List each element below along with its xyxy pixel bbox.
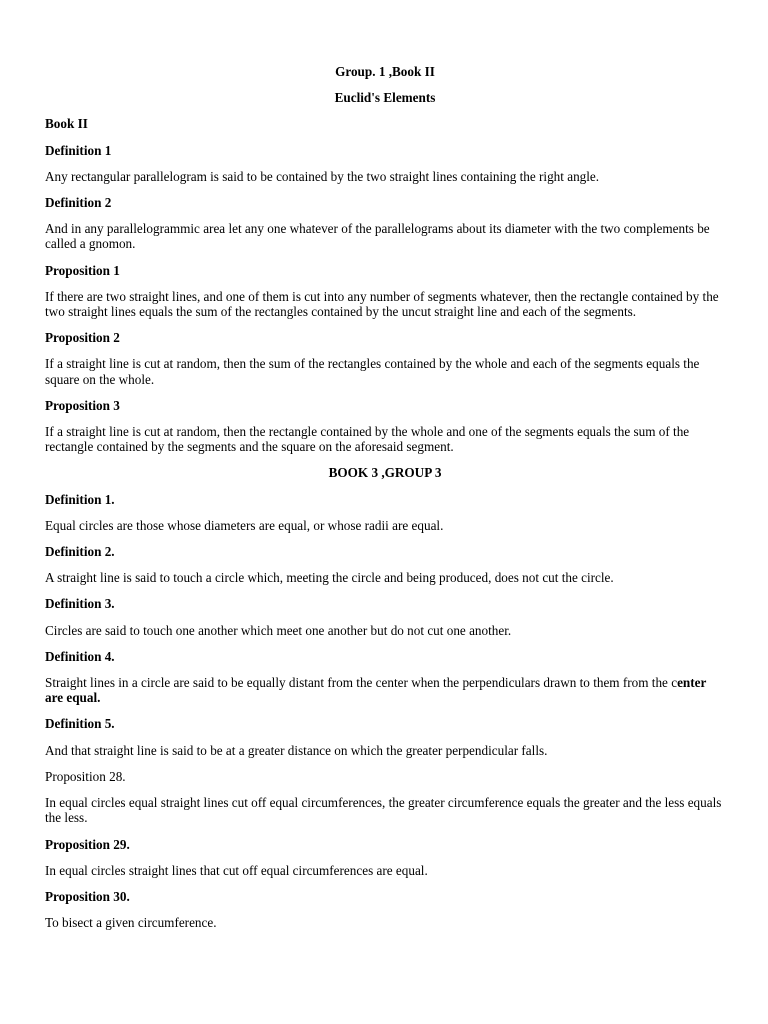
proposition-28-heading: Proposition 28.	[45, 768, 126, 784]
proposition-29-heading: Proposition 29.	[45, 836, 130, 852]
proposition-29-text: In equal circles straight lines that cut off equal circumferences are equal.	[45, 862, 428, 878]
definition-2-heading: Definition 2	[45, 195, 112, 211]
book-3-definition-4-heading: Definition 4.	[45, 648, 115, 664]
proposition-2-heading: Proposition 2	[45, 330, 120, 346]
book-3-group-3-title: BOOK 3 ,GROUP 3	[328, 465, 442, 481]
title-line-2: Euclid's Elements	[334, 90, 436, 106]
book-3-definition-2-text: A straight line is said to touch a circle which, meeting the circle and being produced, does not cut the circle.	[45, 570, 614, 586]
proposition-2-text: If a straight line is cut at random, then the sum of the rectangles contained by the whole and each of the segments equals the square on the whole.	[45, 356, 700, 387]
book-3-definition-1-text: Equal circles are those whose diameters are equal, or whose radii are equal.	[45, 517, 444, 533]
proposition-30-text: To bisect a given circumference.	[45, 915, 217, 931]
book-3-definition-3-heading: Definition 3.	[45, 596, 115, 612]
proposition-1-heading: Proposition 1	[45, 262, 120, 278]
book-ii-heading: Book II	[45, 116, 88, 132]
proposition-3-text: If a straight line is cut at random, then the rectangle contained by the whole and one of the segments equals the sum of the rectangle contained by the segments and the square on the aforesaid segment.	[45, 424, 690, 455]
proposition-3-heading: Proposition 3	[45, 397, 120, 413]
proposition-30-heading: Proposition 30.	[45, 888, 130, 904]
book-3-definition-4-text-bold-end: enter are equal.	[45, 675, 707, 706]
book-3-definition-1-heading: Definition 1.	[45, 491, 115, 507]
book-3-definition-4-text-start: Straight lines in a circle are said to be equally distant from the center when the perpendiculars drawn to them from the c	[45, 675, 678, 691]
proposition-28-text: In equal circles equal straight lines cut off equal circumferences, the greater circumference equals the greater and the less equals the less.	[45, 795, 722, 826]
definition-2-text: And in any parallelogrammic area let any one whatever of the parallelograms about its diameter with the two complements be called a gnomon.	[45, 221, 710, 252]
book-3-definition-5-text: And that straight line is said to be at a greater distance on which the greater perpendicular falls.	[45, 742, 548, 758]
book-3-definition-4-text	[45, 675, 725, 705]
definition-1-heading: Definition 1	[45, 142, 112, 158]
book-3-definition-3-text: Circles are said to touch one another which meet one another but do not cut one another.	[45, 622, 512, 638]
document-page	[45, 64, 725, 941]
definition-1-text: Any rectangular parallelogram is said to be contained by the two straight lines containing the right angle.	[45, 168, 600, 184]
book-3-definition-5-heading: Definition 5.	[45, 716, 115, 732]
title-line-1: Group. 1 ,Book II	[335, 64, 435, 79]
proposition-1-text: If there are two straight lines, and one of them is cut into any number of segments whatever, then the rectangle contained by the two straight lines equals the sum of the rectangles contained by the uncut straight line and each of the segments.	[45, 288, 719, 320]
book-3-definition-2-heading: Definition 2.	[45, 544, 115, 560]
